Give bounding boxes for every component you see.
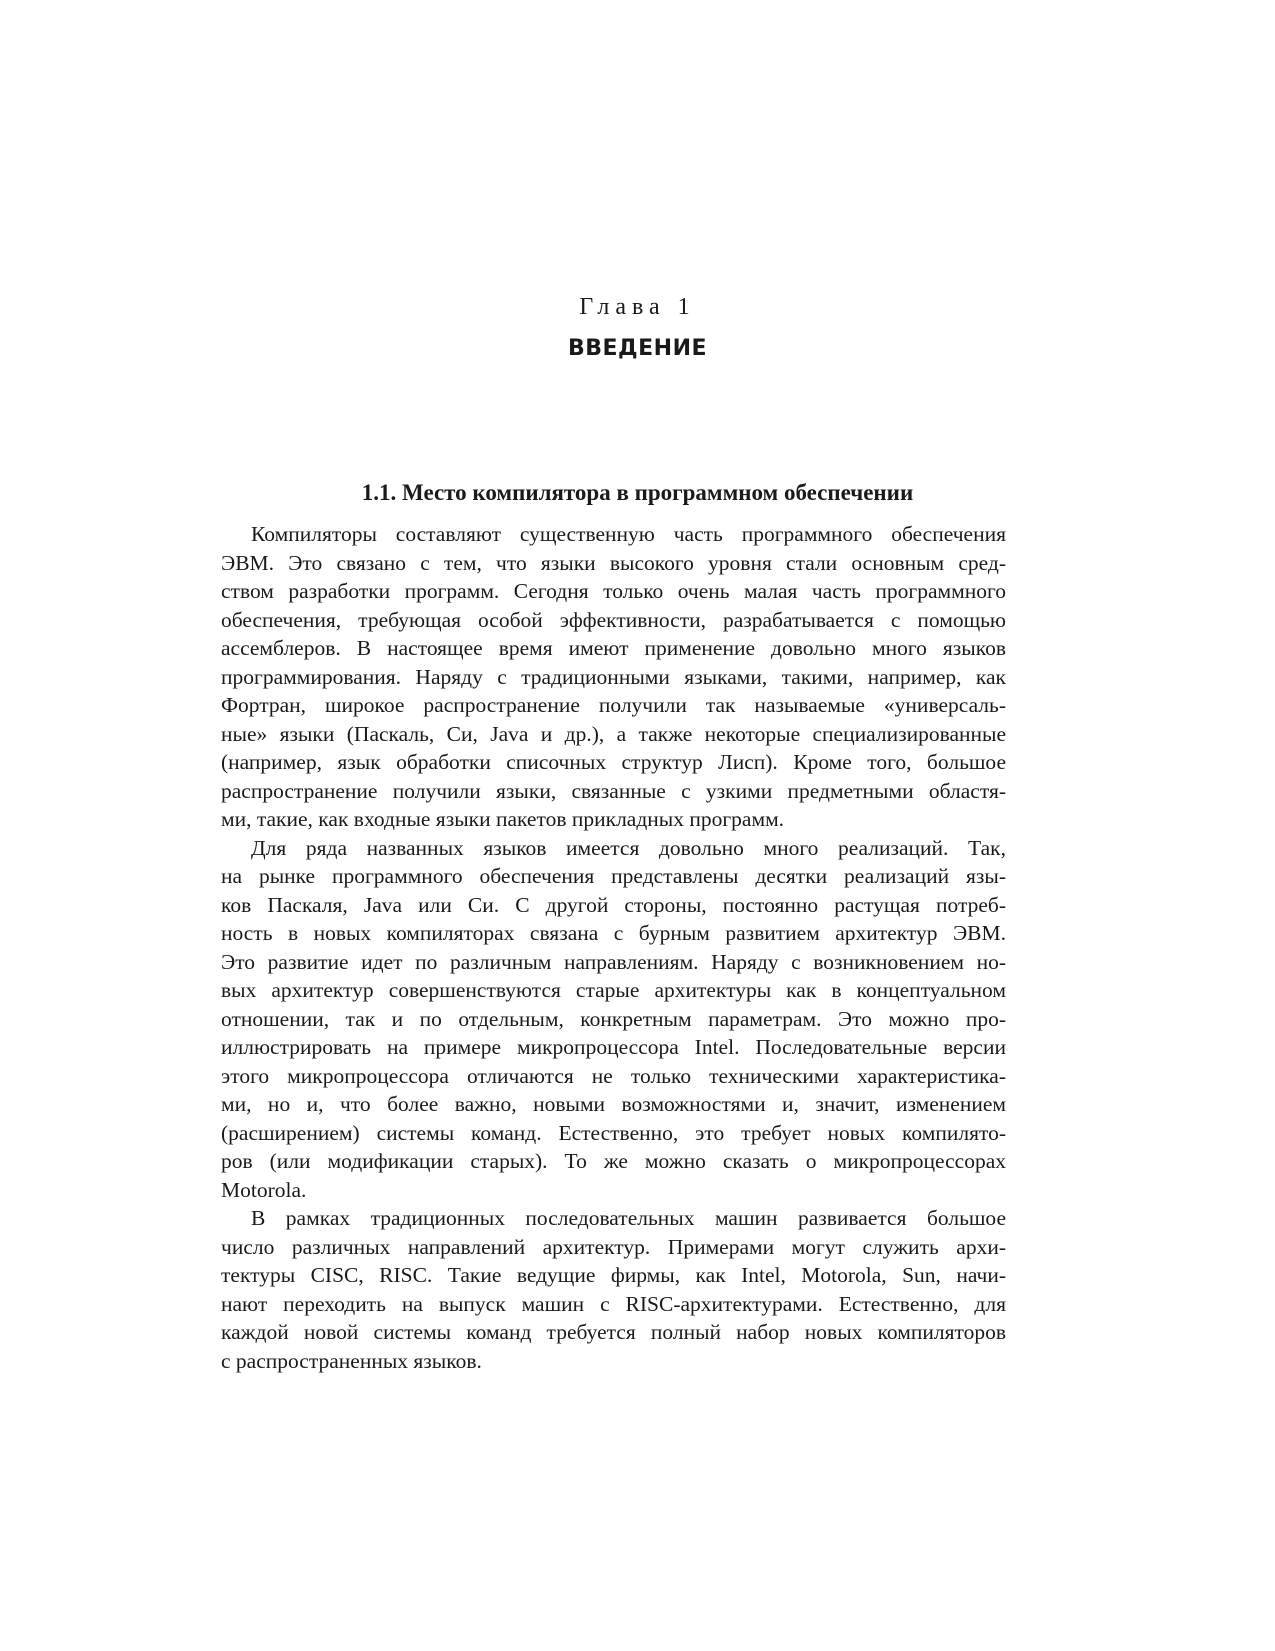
text-line: число различных направлений архитектур. Примерами могут служить архи- [221,1234,1006,1259]
text-line: каждой новой системы команд требуется полный набор новых компиляторов [221,1320,1006,1344]
text-line: Для ряда названных языков имеется довольно много реализаций. Так, [251,835,1006,860]
text-line: ров (или модификации старых). То же можно сказать о микропроцессорах [221,1149,1006,1173]
text-line: иллюстрировать на примере микропроцессора Intel. Последовательные версии [221,1035,1006,1059]
text-line: нают переходить на выпуск машин с RISC-архитектурами. Естественно, для [221,1291,1006,1316]
body-text [221,520,1006,1375]
text-line: ми, такие, как входные языки пакетов прикладных программ. [221,807,785,831]
section-title: 1.1. Место компилятора в программном обеспечении [361,480,914,505]
paragraph [221,520,1006,834]
text-line: на рынке программного обеспечения представлены десятки реализаций язы- [221,864,1006,888]
text-line: ми, но и, что более важно, новыми возможностями и, значит, изменением [221,1092,1006,1116]
chapter-title: ВВЕДЕНИЕ [567,336,708,361]
text-line: тектуры CISC, RISC. Такие ведущие фирмы, как Intel, Motorola, Sun, начи- [221,1263,1006,1287]
text-line: Это развитие идет по различным направлениям. Наряду с возникновением но- [221,949,1006,974]
text-line: с распространенных языков. [221,1348,482,1373]
text-line: ассемблеров. В настоящее время имеют применение довольно много языков [221,636,1006,660]
text-line: ность в новых компиляторах связана с бурным развитием архитектур ЭВМ. [221,921,1006,945]
text-line: вых архитектур совершенствуются старые архитектуры как в концептуальном [221,978,1006,1002]
text-line: распространение получили языки, связанные с узкими предметными областя- [221,778,1006,803]
text-line: Компиляторы составляют существенную часть программного обеспечения [251,522,1006,546]
text-line: (например, язык обработки списочных структур Лисп). Кроме того, большое [221,750,1006,774]
paragraph [221,1204,1006,1375]
chapter-label: Глава 1 [579,294,696,320]
text-line: (расширением) системы команд. Естественно, это требует новых компилято- [221,1120,1006,1145]
text-line: ков Паскаля, Java или Си. С другой стороны, постоянно растущая потреб- [221,892,1006,917]
text-line: ные» языки (Паскаль, Си, Java и др.), а также некоторые специализированные [221,721,1006,746]
text-line: ЭВМ. Это связано с тем, что языки высокого уровня стали основным сред- [221,550,1006,575]
text-line: ством разработки программ. Сегодня только очень малая часть программного [221,579,1006,603]
text-line: Motorola. [221,1177,307,1202]
text-line: этого микропроцессора отличаются не только техническими характеристика- [221,1063,1006,1088]
text-line: В рамках традиционных последовательных машин развивается большое [251,1206,1006,1230]
text-line: обеспечения, требующая особой эффективности, разрабатывается с помощью [221,607,1006,632]
text-line: программирования. Наряду с традиционными языками, такими, например, как [221,664,1006,689]
text-line: Фортран, широкое распространение получили так называемые «универсаль- [221,693,1006,717]
text-line: отношении, так и по отдельным, конкретным параметрам. Это можно про- [221,1006,1006,1031]
paragraph [221,834,1006,1205]
